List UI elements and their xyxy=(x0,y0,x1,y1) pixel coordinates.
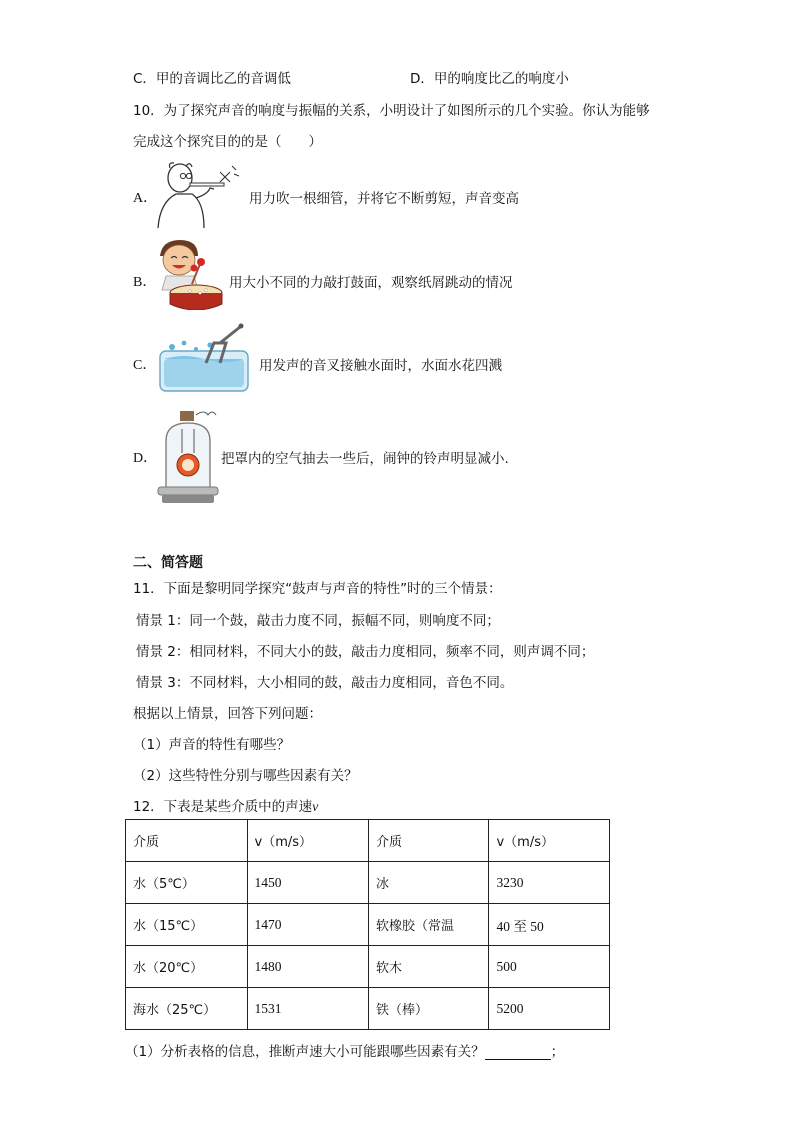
q12-stem xyxy=(133,795,318,815)
table-cell: 5200 xyxy=(489,988,610,1030)
q10-option-b-letter[interactable]: B． xyxy=(133,275,157,290)
table-row xyxy=(126,904,610,946)
bell-jar-alarm-clock-illustration xyxy=(152,407,224,507)
table-cell: 水（5℃） xyxy=(126,862,248,904)
q12-sub-question-1-end: ； xyxy=(550,1044,565,1060)
q9-option-d: D．甲的响度比乙的响度小 xyxy=(410,71,569,87)
q11-sub-question-2: （2）这些特性分别与哪些因素有关？ xyxy=(133,768,358,784)
table-cell: 1531 xyxy=(247,988,369,1030)
table-row xyxy=(126,988,610,1030)
man-blowing-straw-illustration xyxy=(150,158,242,230)
table-header-cell: 介质 xyxy=(126,820,248,862)
tuning-fork-water-illustration xyxy=(154,323,254,395)
table-header-cell: v（m/s） xyxy=(247,820,369,862)
q11-scene-3: 情景 3：不同材料，大小相同的鼓，敲击力度相同，音色不同。 xyxy=(136,675,514,691)
table-cell: 40 至 50 xyxy=(489,904,610,946)
q11-scene-2: 情景 2：相同材料，不同大小的鼓，敲击力度相同，频率不同，则声调不同； xyxy=(136,644,595,660)
q10-option-c-text: 用发声的音叉接触水面时，水面水花四溅 xyxy=(259,358,502,374)
q11-scene-1: 情景 1：同一个鼓，敲击力度不同，振幅不同，则响度不同； xyxy=(136,613,500,629)
q10-stem-line2: 完成这个探究目的的是（ ） xyxy=(133,134,322,150)
table-cell: 水（20℃） xyxy=(126,946,248,988)
table-row xyxy=(126,946,610,988)
q10-option-a-letter[interactable]: A． xyxy=(133,191,158,206)
table-cell: 软木 xyxy=(369,946,489,988)
table-cell: 软橡胶（常温 xyxy=(369,904,489,946)
section-heading: 二、简答题 xyxy=(133,555,203,571)
table-header-row xyxy=(126,820,610,862)
q12-stem-variable: v xyxy=(312,799,319,814)
table-row xyxy=(126,862,610,904)
q10-option-a-text: 用力吹一根细管，并将它不断剪短，声音变高 xyxy=(249,191,519,207)
q10-option-d-text: 把罩内的空气抽去一些后，闹钟的铃声明显减小. xyxy=(221,451,509,467)
q9-option-c: C．甲的音调比乙的音调低 xyxy=(133,71,291,87)
q12-sub-question-1-text: （1）分析表格的信息，推断声速大小可能跟哪些因素有关？ xyxy=(125,1044,485,1060)
q12-sub-question-1 xyxy=(125,1040,564,1060)
table-header-cell: 介质 xyxy=(369,820,489,862)
table-cell: 1450 xyxy=(247,862,369,904)
table-cell: 500 xyxy=(489,946,610,988)
q10-option-c-letter[interactable]: C． xyxy=(133,358,157,373)
table-cell: 3230 xyxy=(489,862,610,904)
q11-prompt: 根据以上情景，回答下列问题： xyxy=(133,706,322,722)
answer-blank[interactable] xyxy=(485,1045,551,1060)
sound-speed-table xyxy=(125,819,610,1030)
table-cell: 海水（25℃） xyxy=(126,988,248,1030)
q11-sub-question-1: （1）声音的特性有哪些？ xyxy=(133,737,291,753)
q12-stem-text: 12．下表是某些介质中的声速 xyxy=(133,799,313,815)
q10-stem-line1: 10．为了探究声音的响度与振幅的关系，小明设计了如图所示的几个实验。你认为能够 xyxy=(133,103,650,119)
boy-drumming-illustration xyxy=(154,238,224,310)
table-header-cell: v（m/s） xyxy=(489,820,610,862)
q11-stem: 11．下面是黎明同学探究“鼓声与声音的特性”时的三个情景： xyxy=(133,581,502,597)
table-cell: 水（15℃） xyxy=(126,904,248,946)
table-cell: 1480 xyxy=(247,946,369,988)
table-cell: 1470 xyxy=(247,904,369,946)
table-cell: 冰 xyxy=(369,862,489,904)
table-cell: 铁（棒） xyxy=(369,988,489,1030)
q10-option-b-text: 用大小不同的力敲打鼓面，观察纸屑跳动的情况 xyxy=(229,275,513,291)
q10-option-d-letter[interactable]: D． xyxy=(133,451,158,466)
